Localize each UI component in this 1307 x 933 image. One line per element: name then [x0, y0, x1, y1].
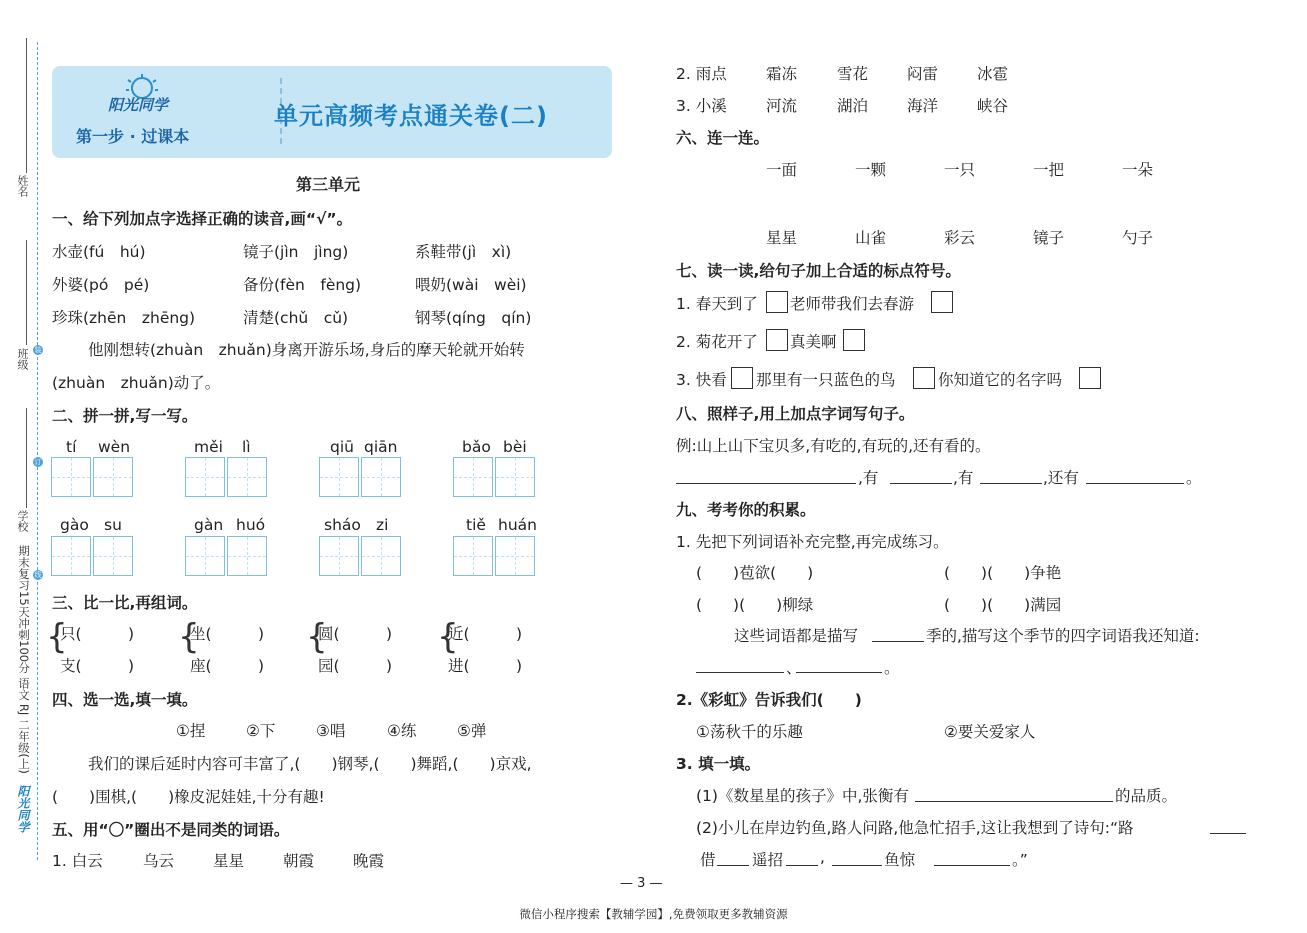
- q5-word: 湖泊: [837, 97, 869, 115]
- q9-sentence: 、: [786, 659, 802, 677]
- pinyin: zi: [376, 516, 389, 534]
- q8-connector: 。: [1186, 469, 1202, 487]
- q3-word: 园( ): [318, 657, 393, 675]
- binding-mark-3: 线: [34, 571, 42, 579]
- q6-bottom-word: 星星: [766, 229, 798, 247]
- q5-word: 星星: [213, 852, 245, 870]
- q3-title: 三、比一比,再组词。: [52, 594, 198, 612]
- q3-word: 支( ): [60, 657, 135, 675]
- q9-sub3-text: 鱼惊: [884, 851, 916, 869]
- pinyin: wèn: [98, 438, 131, 456]
- q7-text: 那里有一只蓝色的鸟: [756, 371, 896, 389]
- q5-title: 五、用“〇”圈出不是同类的词语。: [52, 821, 290, 839]
- writing-grid[interactable]: [51, 457, 135, 497]
- pinyin: qiān: [364, 438, 398, 456]
- q4-option: ①捏: [176, 722, 206, 740]
- class-label: 班级: [16, 348, 29, 370]
- q5-word: 3. 小溪: [676, 97, 727, 115]
- q9-sub3-text: 借: [700, 851, 716, 869]
- answer-line[interactable]: [872, 641, 924, 642]
- q1-item: 系鞋带(jì xì): [415, 243, 512, 261]
- q5-word: 河流: [766, 97, 798, 115]
- q1-item: 喂奶(wài wèi): [415, 276, 527, 294]
- q5-word: 海洋: [907, 97, 939, 115]
- punctuation-box[interactable]: [843, 329, 865, 351]
- q6-title: 六、连一连。: [676, 129, 770, 147]
- pinyin: gào: [60, 516, 89, 534]
- q5-word: 冰雹: [977, 65, 1009, 83]
- q3-word: 近( ): [448, 625, 523, 643]
- q6-bottom-word: 勺子: [1122, 229, 1154, 247]
- binding-dashed-line: [37, 42, 38, 860]
- q3-word: 座( ): [190, 657, 265, 675]
- q5-word: 乌云: [143, 852, 175, 870]
- q9-sub3-text: (1)《数星星的孩子》中,张衡有: [696, 787, 909, 805]
- q5-word: 峡谷: [977, 97, 1009, 115]
- q6-bottom-word: 山雀: [855, 229, 887, 247]
- q7-title: 七、读一读,给句子加上合适的标点符号。: [676, 262, 961, 280]
- sidebar-brand: 阳光同学: [16, 785, 30, 833]
- q6-top-word: 一把: [1033, 161, 1065, 179]
- punctuation-box[interactable]: [913, 367, 935, 389]
- q3-word: 圆( ): [318, 625, 393, 643]
- banner-brand: 阳光同学: [108, 96, 169, 114]
- q8-example: 例:山上山下宝贝多,有吃的,有玩的,还有看的。: [676, 437, 991, 455]
- q9-sentence: 。: [884, 659, 900, 677]
- answer-line[interactable]: [717, 865, 749, 866]
- writing-grid[interactable]: [319, 457, 403, 497]
- writing-grid[interactable]: [319, 536, 403, 576]
- q9-sub1-title: 1. 先把下列词语补充完整,再完成练习。: [676, 533, 949, 551]
- writing-grid[interactable]: [185, 536, 269, 576]
- writing-grid[interactable]: [51, 536, 135, 576]
- q6-top-word: 一颗: [855, 161, 887, 179]
- punctuation-box[interactable]: [766, 291, 788, 313]
- q6-top-word: 一只: [944, 161, 976, 179]
- q6-bottom-word: 镜子: [1033, 229, 1065, 247]
- answer-line[interactable]: [676, 483, 856, 484]
- writing-grid[interactable]: [185, 457, 269, 497]
- answer-line[interactable]: [1086, 483, 1184, 484]
- unit-title: 第三单元: [296, 175, 361, 194]
- q9-sub2-option: ①荡秋千的乐趣: [696, 723, 803, 741]
- punctuation-box[interactable]: [766, 329, 788, 351]
- q2-title: 二、拼一拼,写一写。: [52, 407, 198, 425]
- page-number: — 3 —: [620, 876, 663, 891]
- q9-sub3-text: 的品质。: [1115, 787, 1178, 805]
- book-title: 期末复习15天冲刺100分 语文 RJ 二年级(上): [17, 545, 31, 774]
- pinyin: lì: [242, 438, 251, 456]
- name-label: 姓名: [16, 175, 29, 197]
- q7-text: 3. 快看: [676, 371, 727, 389]
- footer-note: 微信小程序搜索【教辅学园】,免费领取更多教辅资源: [519, 907, 788, 921]
- answer-line[interactable]: [786, 865, 818, 866]
- q5-word: 朝霞: [283, 852, 315, 870]
- answer-line[interactable]: [832, 865, 882, 866]
- q6-top-word: 一面: [766, 161, 798, 179]
- answer-line[interactable]: [980, 483, 1042, 484]
- q9-sub3-text: 。”: [1012, 851, 1028, 869]
- punctuation-box[interactable]: [731, 367, 753, 389]
- binding-mark-2: 订: [34, 458, 42, 466]
- pinyin: su: [104, 516, 122, 534]
- q9-sentence: 这些词语都是描写: [734, 627, 859, 645]
- q9-sub3-text: (2)小儿在岸边钓鱼,路人问路,他急忙招手,这让我想到了诗句:“路: [696, 819, 1134, 837]
- q1-item: 镜子(jìn jìng): [243, 243, 349, 261]
- binding-mark-1: 装: [34, 346, 42, 354]
- q5-word: 雪花: [837, 65, 869, 83]
- q6-top-word: 一朵: [1122, 161, 1154, 179]
- q7-text: 1. 春天到了: [676, 295, 758, 313]
- name-line: [26, 38, 27, 173]
- q1-item: 清楚(chǔ cǔ): [243, 309, 349, 327]
- answer-line[interactable]: [934, 865, 1010, 866]
- q1-title: 一、给下列加点字选择正确的读音,画“√”。: [52, 210, 353, 228]
- pinyin: qiū: [330, 438, 354, 456]
- q4-option: ⑤弹: [457, 722, 487, 740]
- q7-text: 你知道它的名字吗: [938, 371, 1063, 389]
- school-line: [26, 408, 27, 508]
- answer-line[interactable]: [1210, 833, 1246, 834]
- pinyin: gàn: [194, 516, 224, 534]
- brace-icon: {: [306, 617, 328, 657]
- q9-word: ( )苞欲( ): [696, 564, 814, 582]
- q9-title: 九、考考你的积累。: [676, 501, 816, 519]
- q5-word: 1. 白云: [52, 852, 103, 870]
- punctuation-box[interactable]: [931, 291, 953, 313]
- q1-item: 水壶(fú hú): [52, 243, 146, 261]
- pinyin: sháo: [324, 516, 361, 534]
- q5-word: 晚霞: [353, 852, 385, 870]
- answer-line[interactable]: [890, 483, 952, 484]
- pinyin: bèi: [503, 438, 527, 456]
- q3-word: 只( ): [60, 625, 135, 643]
- pinyin: tí: [66, 438, 77, 456]
- pinyin: měi: [194, 438, 223, 456]
- answer-line[interactable]: [796, 672, 882, 673]
- school-label: 学校: [16, 510, 29, 532]
- writing-grid[interactable]: [453, 536, 537, 576]
- answer-line[interactable]: [915, 801, 1113, 802]
- page-title: 单元高频考点通关卷(二): [274, 102, 548, 130]
- q8-connector: ,还有: [1043, 469, 1079, 487]
- q9-word: ( )( )柳绿: [696, 596, 814, 614]
- header-banner: [52, 66, 612, 158]
- q7-text: 老师带我们去春游: [790, 295, 915, 313]
- q1-item: 钢琴(qíng qín): [415, 309, 532, 327]
- q9-sub3-title: 3. 填一填。: [676, 755, 761, 773]
- class-line: [26, 240, 27, 345]
- writing-grid[interactable]: [453, 457, 537, 497]
- q9-sub3-text: ,: [820, 848, 825, 866]
- q4-option: ④练: [387, 722, 417, 740]
- q1-item: 珍珠(zhēn zhēng): [52, 309, 196, 327]
- q7-text: 真美啊: [790, 333, 837, 351]
- q9-word: ( )( )争艳: [944, 564, 1062, 582]
- q4-option: ③唱: [316, 722, 346, 740]
- q1-item: 备份(fèn fèng): [243, 276, 362, 294]
- pinyin: huán: [498, 516, 537, 534]
- q4-sentence: 我们的课后延时内容可丰富了,( )钢琴,( )舞蹈,( )京戏,: [88, 755, 532, 773]
- q9-word: ( )( )满园: [944, 596, 1062, 614]
- brace-icon: {: [46, 617, 68, 657]
- q9-sentence: 季的,描写这个季节的四字词语我还知道:: [926, 627, 1200, 645]
- pinyin: tiě: [466, 516, 486, 534]
- q9-sub2-title: 2.《彩虹》告诉我们( ): [676, 691, 862, 709]
- punctuation-box[interactable]: [1079, 367, 1101, 389]
- q3-word: 进( ): [448, 657, 523, 675]
- q5-word: 闷雷: [907, 65, 939, 83]
- q1-item: 外婆(pó pé): [52, 276, 150, 294]
- q7-text: 2. 菊花开了: [676, 333, 758, 351]
- answer-line[interactable]: [696, 672, 784, 673]
- pinyin: bǎo: [462, 438, 491, 456]
- q8-title: 八、照样子,用上加点字词写句子。: [676, 405, 915, 423]
- step-label: 第一步 · 过课本: [76, 127, 190, 146]
- q1-sentence: (zhuàn zhuǎn)动了。: [52, 374, 221, 392]
- q4-title: 四、选一选,填一填。: [52, 691, 198, 709]
- q5-word: 霜冻: [766, 65, 798, 83]
- brace-icon: {: [178, 617, 200, 657]
- brace-icon: {: [437, 617, 459, 657]
- q9-sub2-option: ②要关爱家人: [944, 723, 1036, 741]
- q4-option: ②下: [246, 722, 276, 740]
- q1-sentence: 他刚想转(zhuàn zhuǎn)身离开游乐场,身后的摩天轮就开始转: [88, 341, 525, 359]
- q4-sentence: ( )围棋,( )橡皮泥娃娃,十分有趣!: [52, 788, 325, 806]
- q8-connector: ,有: [858, 469, 879, 487]
- pinyin: huó: [236, 516, 266, 534]
- q5-word: 2. 雨点: [676, 65, 727, 83]
- q9-sub3-text: 遥招: [752, 851, 784, 869]
- q8-connector: ,有: [953, 469, 974, 487]
- q6-bottom-word: 彩云: [944, 229, 976, 247]
- q3-word: 坐( ): [190, 625, 265, 643]
